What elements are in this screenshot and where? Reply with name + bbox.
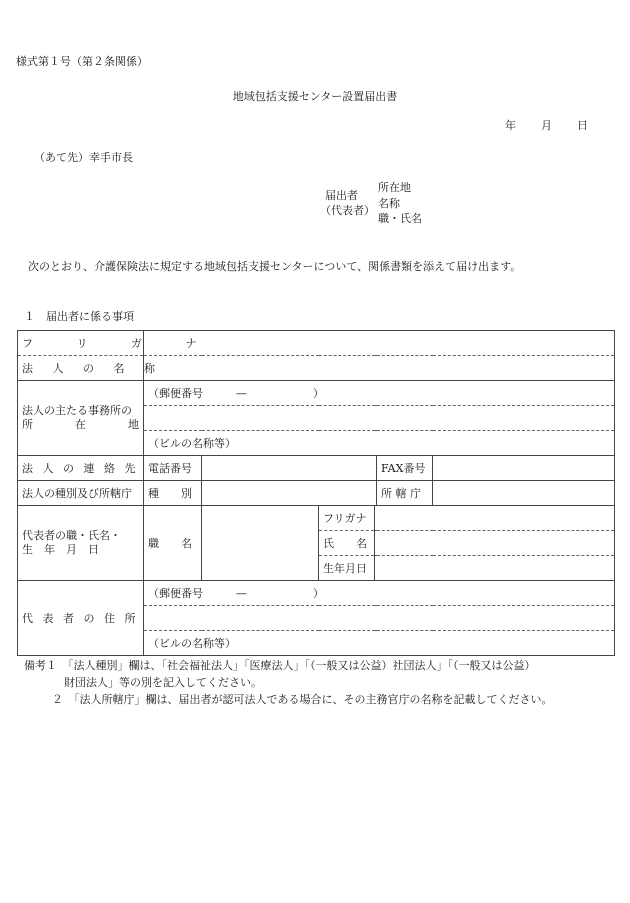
main-office-label-char2: 在	[75, 418, 86, 431]
rep-name-input[interactable]	[375, 531, 615, 556]
statement-text: 次のとおり、介護保険法に規定する地域包括支援センターについて、関係書類を添えて届け出ます。	[28, 260, 522, 273]
fax-label: FAX番号	[377, 456, 433, 481]
representative-label-line1: 代表者の職・氏名・	[22, 529, 121, 542]
corp-type-label: 法人の種別及び所轄庁	[18, 481, 144, 506]
main-office-building-field[interactable]: （ビルの名称等）	[144, 431, 615, 456]
rep-name-label: 氏 名	[319, 531, 375, 556]
form-number: 様式第１号（第２条関係）	[16, 55, 148, 68]
type-input[interactable]	[202, 481, 377, 506]
main-office-label-line2	[22, 418, 139, 432]
rep-address-input[interactable]	[144, 606, 615, 631]
addressee: （あて先）幸手市長	[34, 151, 133, 164]
main-office-label	[18, 381, 144, 456]
rep-postal-field[interactable]: （郵便番号 — ）	[144, 581, 615, 606]
type-label: 種 別	[144, 481, 202, 506]
date-year-label: 年	[505, 119, 516, 132]
rep-birth-label: 生年月日	[319, 556, 375, 581]
rep-birth-input[interactable]	[375, 556, 615, 581]
main-office-label-line1: 法人の主たる事務所の	[22, 404, 132, 417]
main-office-label-char1: 所	[22, 418, 33, 431]
office-input[interactable]	[433, 481, 615, 506]
filer-address-label: 所在地	[378, 181, 411, 194]
furigana-label: フ リ ガ ナ	[18, 331, 144, 356]
document-title: 地域包括支援センター設置届出書	[232, 90, 398, 103]
date-day-label: 日	[577, 119, 588, 132]
corp-name-input[interactable]	[144, 356, 615, 381]
fax-input[interactable]	[433, 456, 615, 481]
corp-name-label: 法 人 の 名 称	[18, 356, 144, 381]
note-2: ２ 「法人所轄庁」欄は、届出者が認可法人である場合に、その主務官庁の名称を記載してください。	[52, 693, 553, 706]
main-office-label-char3: 地	[128, 418, 139, 431]
representative-label-line2: 生 年 月 日	[22, 543, 99, 556]
rep-furigana-label: フリガナ	[319, 506, 375, 531]
filer-title-name-label: 職・氏名	[378, 212, 422, 225]
filer-name-label: 名称	[378, 197, 400, 210]
representative-label	[18, 506, 144, 581]
main-office-postal-field[interactable]: （郵便番号 — ）	[144, 381, 615, 406]
phone-input[interactable]	[202, 456, 377, 481]
section-title: １ 届出者に係る事項	[24, 310, 134, 323]
main-office-address-input[interactable]	[144, 406, 615, 431]
rep-furigana-input[interactable]	[375, 506, 615, 531]
rep-address-label: 代 表 者 の 住 所	[18, 581, 144, 656]
filer-label: 届出者	[325, 189, 358, 202]
position-label: 職 名	[144, 506, 202, 581]
filer-details-table	[17, 330, 615, 656]
contact-label: 法 人 の 連 絡 先	[18, 456, 144, 481]
note-1: 備考１ 「法人種別」欄は、「社会福祉法人」「医療法人」「（一般又は公益）社団法人」「（一般又は公益）	[24, 659, 536, 672]
phone-label: 電話番号	[144, 456, 202, 481]
position-input[interactable]	[202, 506, 319, 581]
rep-building-field[interactable]: （ビルの名称等）	[144, 631, 615, 656]
note-1-continued: 財団法人」等の別を記入してください。	[64, 676, 262, 689]
office-label: 所 轄 庁	[377, 481, 433, 506]
filer-representative-label: （代表者）	[320, 204, 375, 217]
date-month-label: 月	[541, 119, 552, 132]
